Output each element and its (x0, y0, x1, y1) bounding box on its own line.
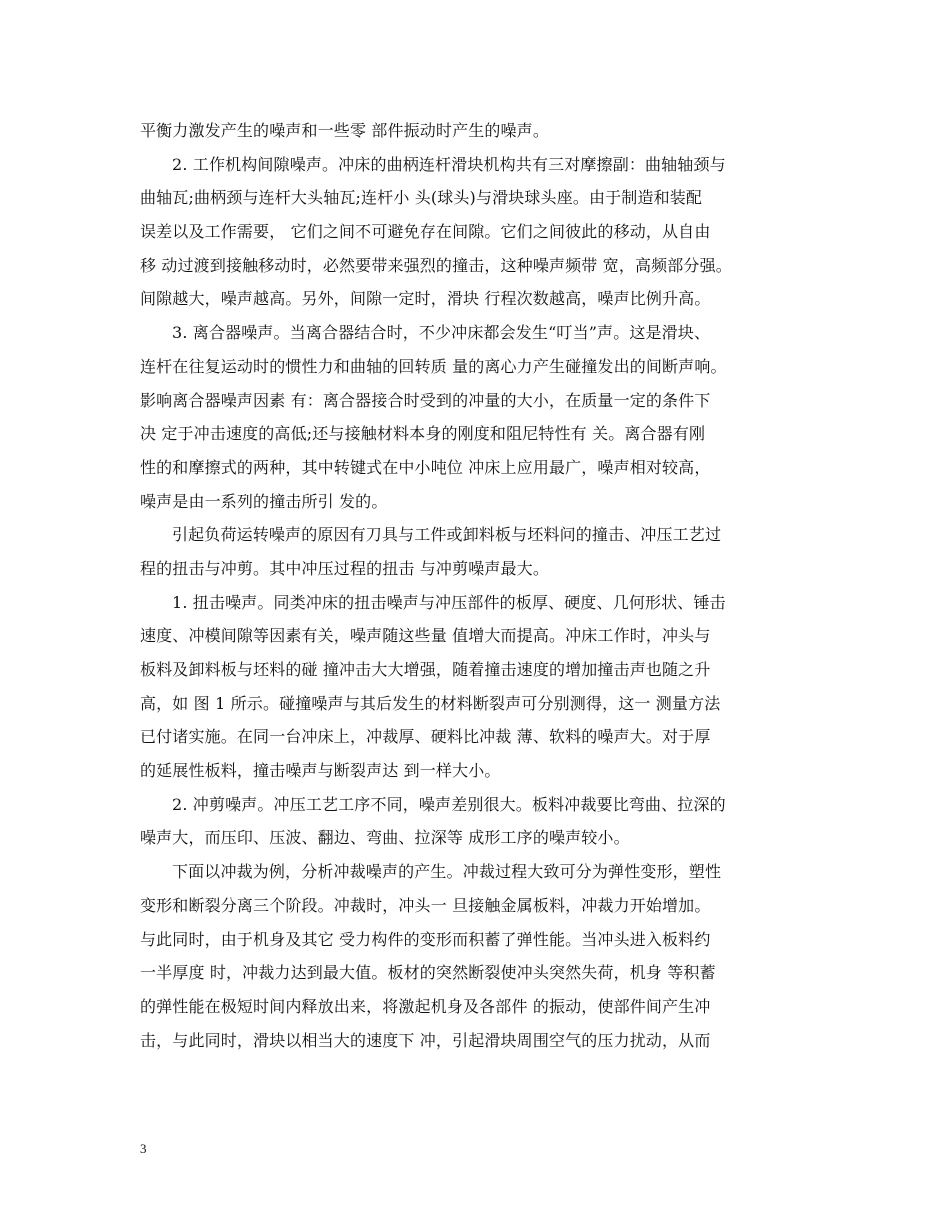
text-line: 的弹性能在极短时间内释放出来，将激起机身及各部件 的振动，使部件间产生冲 (140, 996, 711, 1016)
body-text (140, 114, 820, 1057)
text-line: 误差以及工作需要， 它们之间不可避免存在间隙。它们之间彼此的移动，从自由 (140, 222, 711, 242)
text-line: 连杆在往复运动时的惯性力和曲轴的回转质 量的离心力产生碰撞发出的间断声响。 (140, 356, 727, 376)
text-line: 速度、冲模间隙等因素有关，噪声随这些量 值增大而提高。冲床工作时，冲头与 (140, 626, 711, 646)
text-line: 移 动过渡到接触移动时，必然要带来强烈的撞击，这种噪声频带 宽，高频部分强。 (140, 255, 732, 275)
text-line: 间隙越大，噪声越高。另外，间隙一定时，滑块 行程次数越高，噪声比例升高。 (140, 289, 711, 309)
text-line: 程的扭击与冲剪。其中冲压过程的扭击 与冲剪噪声最大。 (140, 558, 549, 578)
paragraph-start-line: 3. 离合器噪声。当离合器结合时，不少冲床都会发生“叮当”声。这是滑块、 (172, 323, 711, 343)
text-line: 变形和断裂分离三个阶段。冲裁时，冲头一 旦接触金属板料，冲裁力开始增加。 (140, 895, 711, 915)
page-number: 3 (140, 1141, 147, 1156)
paragraph-start-line: 2. 冲剪噪声。冲压工艺工序不同，噪声差别很大。板料冲裁要比弯曲、拉深的 (172, 794, 726, 814)
text-line: 已付诸实施。在同一台冲床上，冲裁厚、硬料比冲裁 薄、软料的噪声大。对于厚 (140, 727, 711, 747)
text-line: 板料及卸料板与坯料的碰 撞冲击大大增强，随着撞击速度的增加撞击声也随之升 (140, 660, 711, 679)
text-line: 平衡力激发产生的噪声和一些零 部件振动时产生的噪声。 (140, 121, 549, 140)
paragraph-start-line: 引起负荷运转噪声的原因有刀具与工件或卸料板与坯料问的撞击、冲压工艺过 (172, 525, 722, 545)
paragraph-start-line: 2. 工作机构间隙噪声。冲床的曲柄连杆滑块机构共有三对摩擦副：曲轴轴颈与 (172, 154, 726, 174)
text-line: 噪声是由一系列的撞击所引 发的。 (140, 491, 388, 511)
paragraph-start-line: 下面以冲裁为例，分析冲裁噪声的产生。冲裁过程大致可分为弹性变形，塑性 (172, 862, 722, 882)
paragraph-start-line: 1. 扭击噪声。同类冲床的扭击噪声与冲压部件的板厚、硬度、几何形状、锤击 (172, 592, 726, 612)
text-line: 性的和摩擦式的两种，其中转键式在中小吨位 冲床上应用最广，噪声相对较高， (140, 457, 711, 477)
text-line: 曲轴瓦;曲柄颈与连杆大头轴瓦;连杆小 头(球头)与滑块球头座。由于制造和装配 (140, 188, 703, 208)
text-line: 击，与此同时，滑块以相当大的速度下 冲，引起滑块周围空气的压力扰动，从而 (140, 1030, 711, 1050)
text-line: 与此同时，由于机身及其它 受力构件的变形而积蓄了弹性能。当冲头进入板料约 (140, 929, 711, 949)
text-line: 决 定于冲击速度的高低;还与接触材料本身的刚度和阻尼特性有 关。离合器有刚 (140, 424, 706, 444)
text-line: 噪声大，而压印、压波、翻边、弯曲、拉深等 成形工序的噪声较小。 (140, 828, 630, 848)
text-line: 一半厚度 时，冲裁力达到最大值。板材的突然断裂使冲头突然失荷，机身 等积蓄 (140, 963, 716, 983)
text-line: 影响离合器噪声因素 有：离合器接合时受到的冲量的大小，在质量一定的条件下 (140, 390, 711, 410)
text-line: 的延展性板料，撞击噪声与断裂声达 到一样大小。 (140, 761, 501, 781)
text-line: 高，如 图 1 所示。碰撞噪声与其后发生的材料断裂声可分别测得，这一 测量方法 (140, 693, 721, 713)
